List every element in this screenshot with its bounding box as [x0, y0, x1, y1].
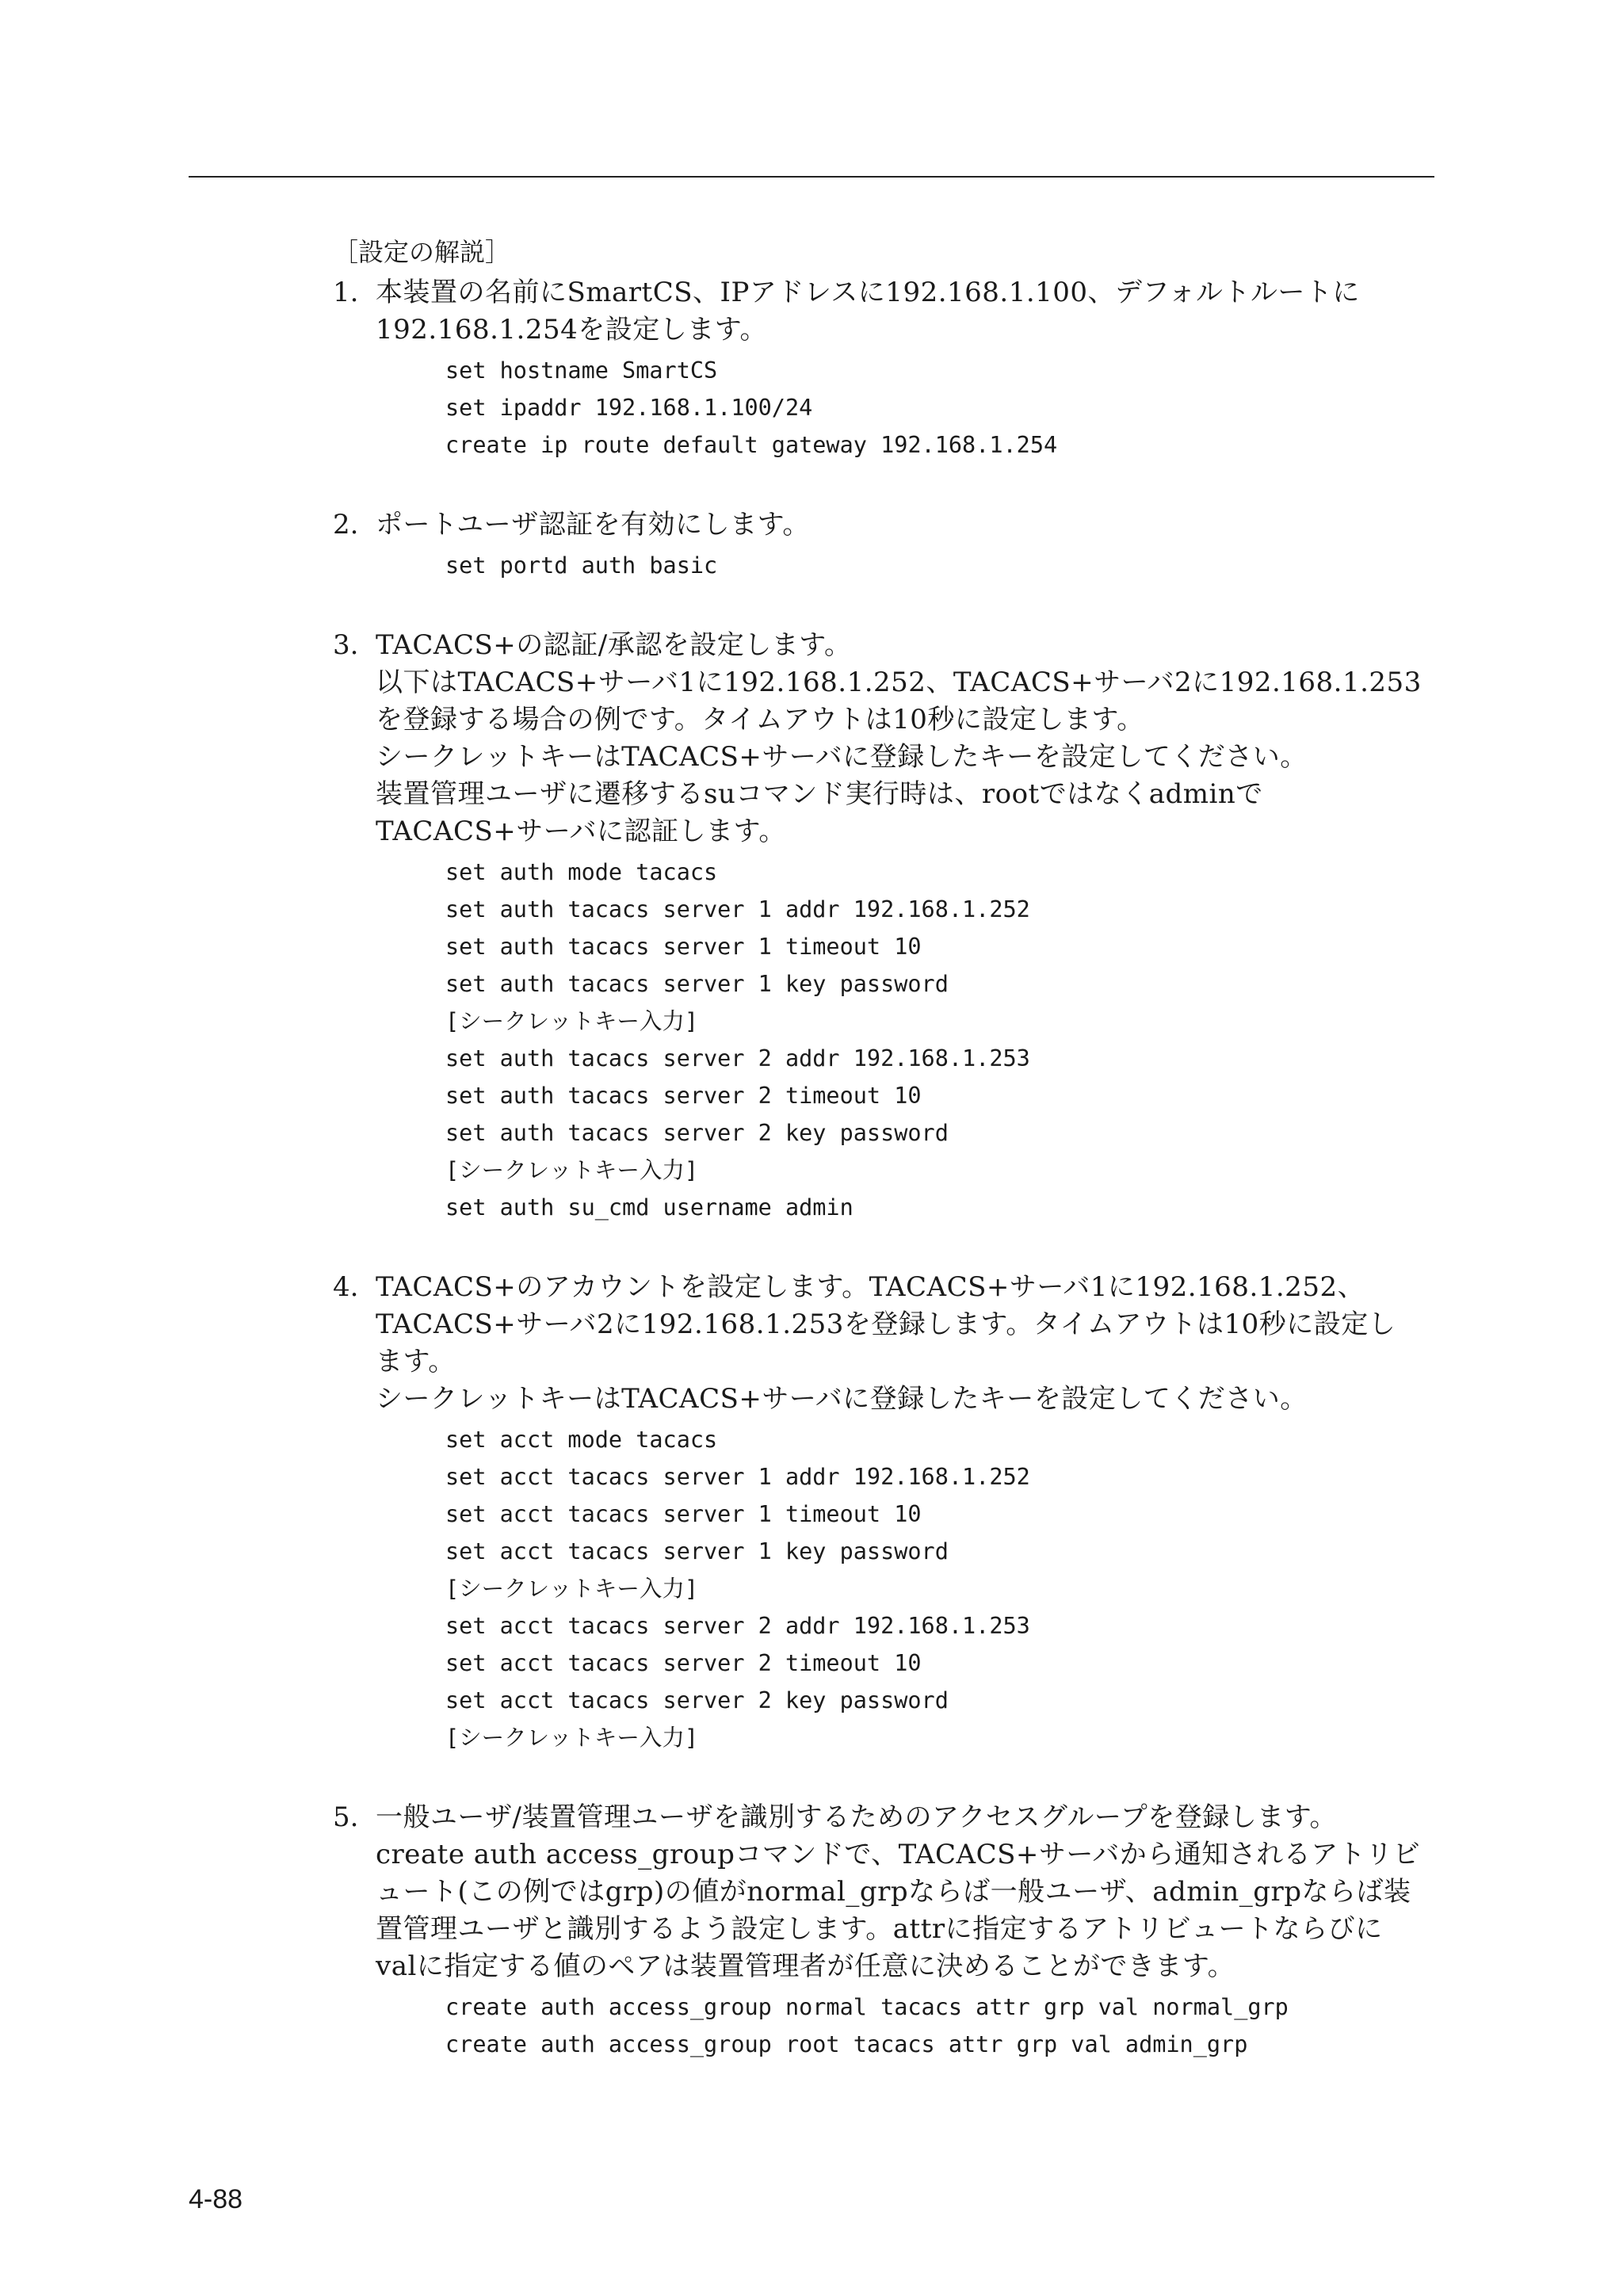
- step-list: [333, 274, 1442, 2063]
- command-line: [シークレットキー入力]: [445, 1157, 699, 1183]
- step-body: [376, 627, 1422, 1226]
- command-line: set auth tacacs server 2 addr 192.168.1.253: [445, 1045, 1030, 1072]
- command-line: [シークレットキー入力]: [445, 1725, 699, 1751]
- step-item: [333, 1799, 1442, 2063]
- step-body: [376, 1269, 1422, 1756]
- section-heading: ［設定の解説］: [333, 237, 511, 267]
- step-description: 装置管理ユーザに遷移するsuコマンド実行時は、rootではなくadminでTACACS+サーバに認証します。: [376, 778, 1263, 847]
- step-number: 2.: [333, 509, 359, 541]
- step-number: 4.: [333, 1271, 359, 1303]
- step-description: シークレットキーはTACACS+サーバに登録したキーを設定してください。: [376, 1383, 1308, 1415]
- command-line: set acct tacacs server 1 key password: [445, 1538, 949, 1564]
- step-number: 1.: [333, 277, 359, 308]
- step-body: [376, 506, 1422, 584]
- step-description: シークレットキーはTACACS+サーバに登録したキーを設定してください。: [376, 741, 1308, 773]
- command-line: set auth tacacs server 1 addr 192.168.1.252: [445, 896, 1030, 923]
- step-description: 本装置の名前にSmartCS、IPアドレスに192.168.1.100、デフォルトルートに 192.168.1.254を設定します。: [376, 277, 1360, 346]
- step-description: create auth access_groupコマンドで、TACACS+サーバから通知されるアトリビュート(この例ではgrp)の値がnormal_grpならば一般ユーザ、admin_grpならば装置管理ユーザと識別するよう設定します。attrに指定するアトリビュートならびにvalに指定する値のペアは装置管理者が任意に決めることができます。: [376, 1839, 1421, 1982]
- command-line: set acct tacacs server 1 addr 192.168.1.252: [445, 1464, 1030, 1490]
- command-line: set auth tacacs server 1 key password: [445, 971, 949, 997]
- command-block: [445, 547, 1422, 584]
- command-line: [シークレットキー入力]: [445, 1008, 699, 1034]
- step-body: [376, 1799, 1422, 2063]
- command-line: set auth mode tacacs: [445, 859, 718, 885]
- command-line: set auth tacacs server 2 key password: [445, 1120, 949, 1146]
- command-line: set auth tacacs server 2 timeout 10: [445, 1083, 922, 1109]
- command-line: [シークレットキー入力]: [445, 1576, 699, 1602]
- command-line: set hostname SmartCS: [445, 357, 718, 384]
- command-block: [445, 352, 1422, 464]
- command-line: set auth su_cmd username admin: [445, 1194, 854, 1221]
- header-rule: [189, 176, 1434, 178]
- step-item: [333, 274, 1442, 464]
- step-item: [333, 1269, 1442, 1756]
- command-block: [445, 854, 1422, 1226]
- step-number: 5.: [333, 1801, 359, 1833]
- command-line: set acct mode tacacs: [445, 1427, 718, 1453]
- step-item: [333, 506, 1442, 584]
- step-description: 以下はTACACS+サーバ1に192.168.1.252、TACACS+サーバ2に192.168.1.253を登録する場合の例です。タイムアウトは10秒に設定します。: [376, 667, 1422, 735]
- step-description: TACACS+のアカウントを設定します。TACACS+サーバ1に192.168.1.252、TACACS+サーバ2に192.168.1.253を登録します。タイムアウトは10秒に設定します。: [376, 1271, 1396, 1377]
- step-number: 3.: [333, 629, 359, 661]
- step-body: [376, 274, 1422, 464]
- step-item: [333, 627, 1442, 1226]
- command-line: create ip route default gateway 192.168.1.254: [445, 432, 1058, 458]
- command-line: create auth access_group root tacacs attr grp val admin_grp: [445, 2031, 1248, 2057]
- command-block: [445, 1421, 1422, 1756]
- step-description: TACACS+の認証/承認を設定します。: [376, 629, 852, 661]
- command-line: set acct tacacs server 2 addr 192.168.1.253: [445, 1613, 1030, 1639]
- page-content: [333, 233, 1442, 2106]
- command-line: set acct tacacs server 2 timeout 10: [445, 1650, 922, 1676]
- step-description: 一般ユーザ/装置管理ユーザを識別するためのアクセスグループを登録します。: [376, 1801, 1337, 1833]
- command-block: [445, 1988, 1422, 2063]
- command-line: create auth access_group normal tacacs attr grp val normal_grp: [445, 1994, 1289, 2020]
- command-line: set acct tacacs server 2 key password: [445, 1687, 949, 1713]
- command-line: set auth tacacs server 1 timeout 10: [445, 934, 922, 960]
- command-line: set ipaddr 192.168.1.100/24: [445, 395, 813, 421]
- command-line: set portd auth basic: [445, 552, 718, 579]
- command-line: set acct tacacs server 1 timeout 10: [445, 1501, 922, 1527]
- page-number: 4-88: [189, 2184, 243, 2214]
- step-description: ポートユーザ認証を有効にします。: [376, 509, 810, 541]
